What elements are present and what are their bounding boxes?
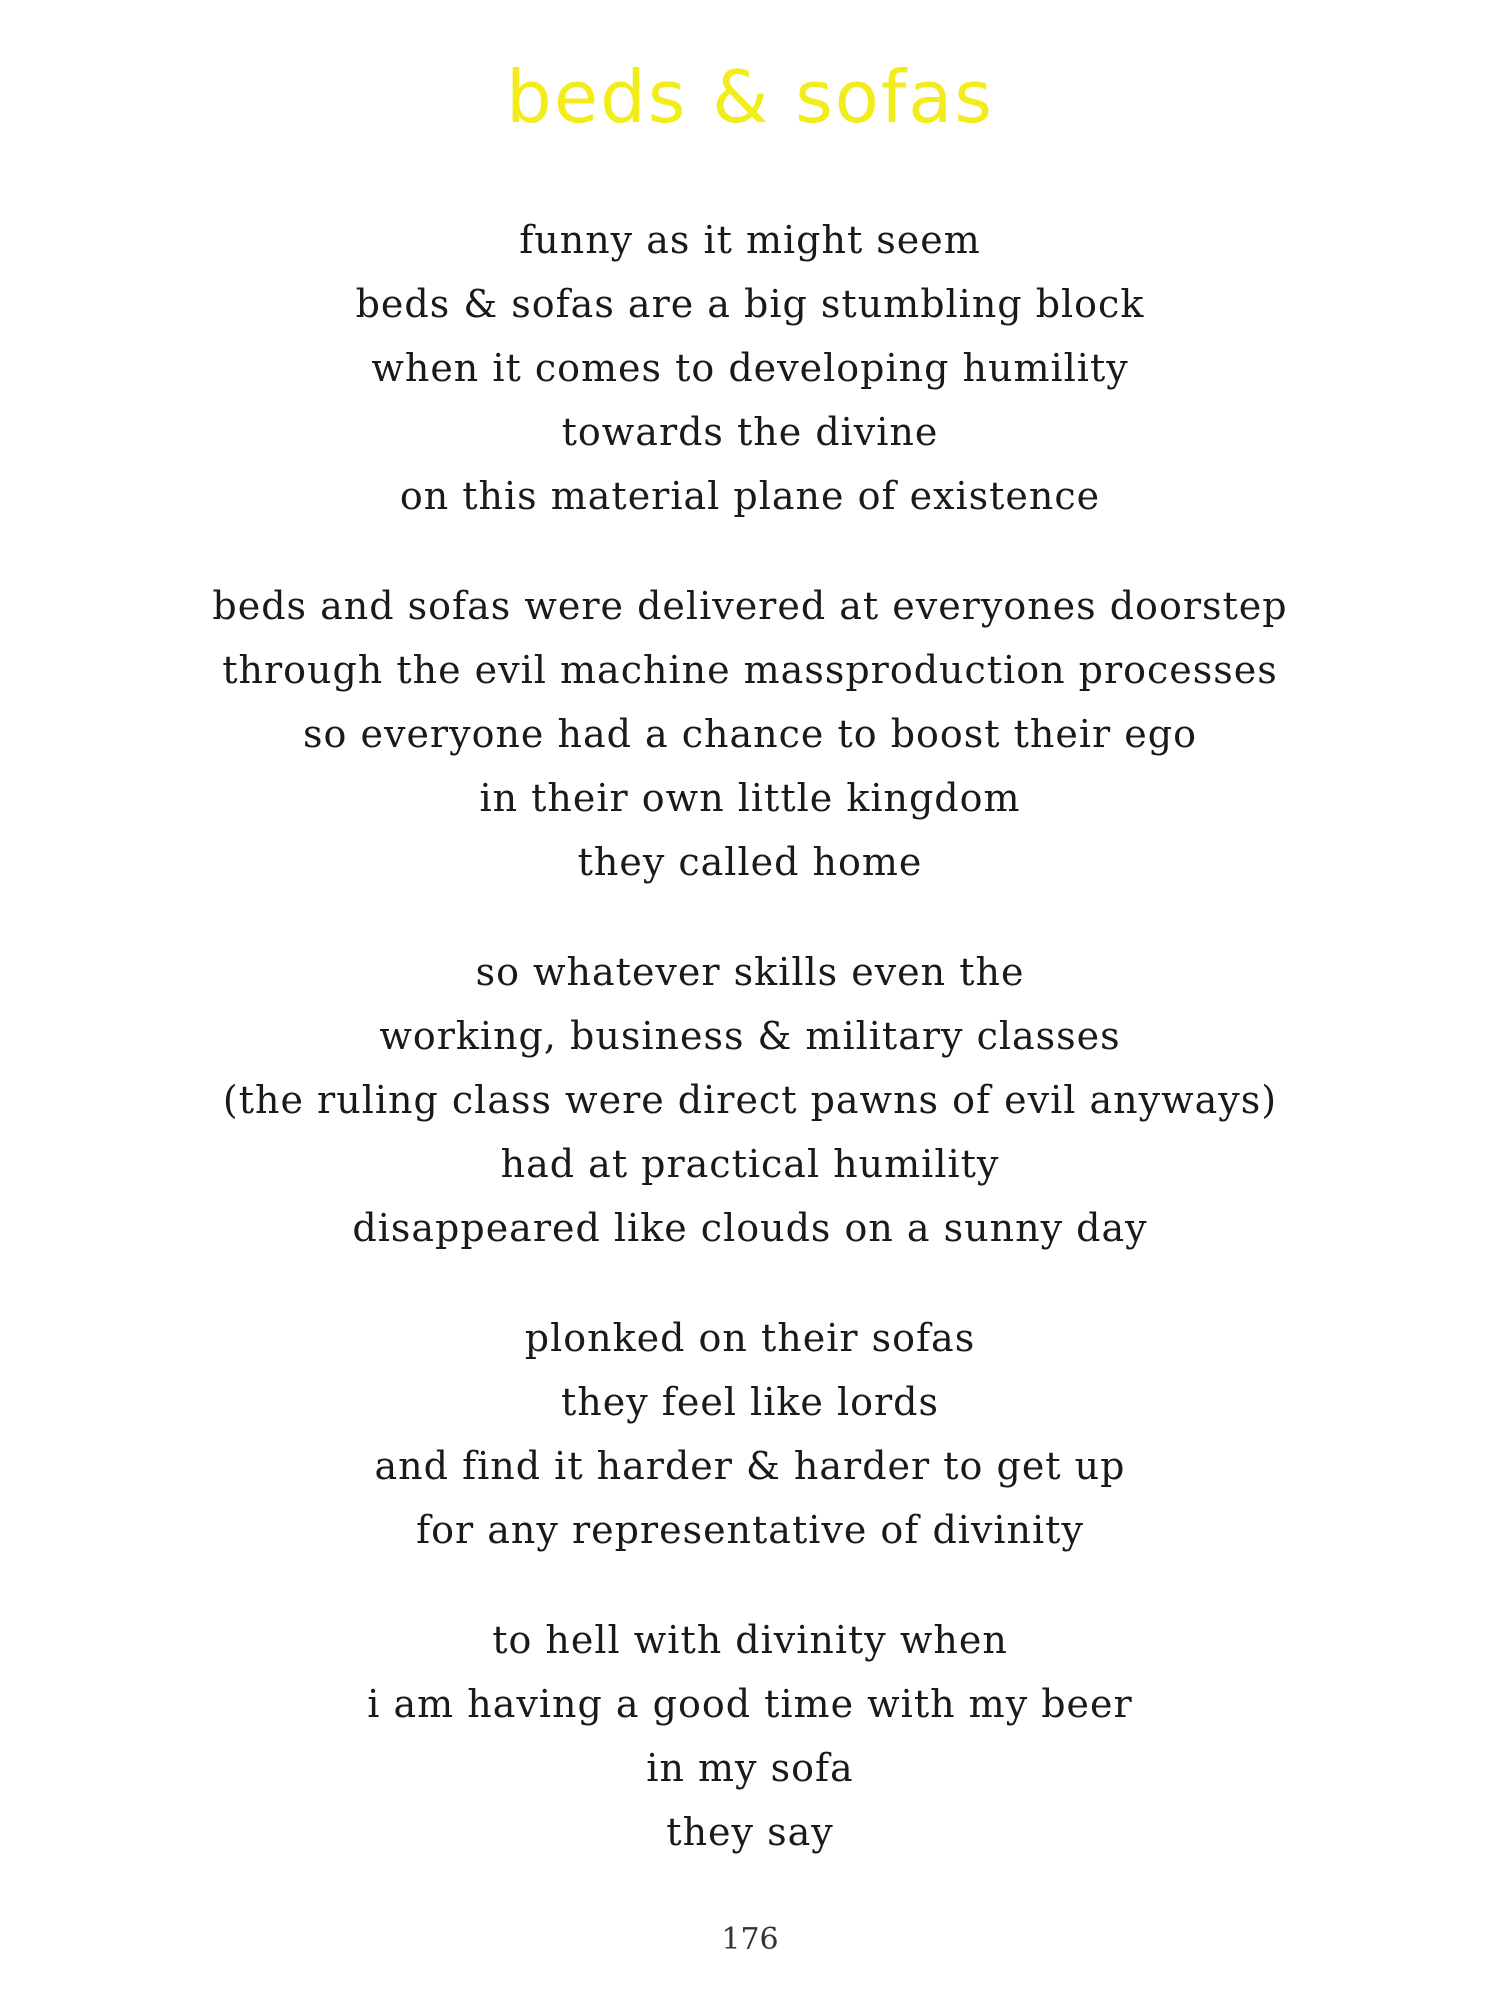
poem-title: beds & sofas <box>506 55 994 139</box>
poem-line: when it comes to developing humility <box>371 346 1129 390</box>
poem-line: they say <box>666 1810 834 1854</box>
stanza-3 <box>0 940 1500 1260</box>
poem-line: and find it harder & harder to get up <box>374 1444 1126 1488</box>
poem-line: so whatever skills even the <box>475 950 1025 994</box>
poem-line: funny as it might seem <box>519 218 981 262</box>
stanza-5 <box>0 1608 1500 1864</box>
poem-line: disappeared like clouds on a sunny day <box>352 1206 1148 1250</box>
poem-line: in my sofa <box>646 1746 854 1790</box>
poem-body <box>0 208 1500 1910</box>
stanza-1 <box>0 208 1500 528</box>
poem-line: towards the divine <box>561 410 939 454</box>
stanza-2 <box>0 574 1500 894</box>
poem-line: in their own little kingdom <box>479 776 1021 820</box>
poem-line: beds and sofas were delivered at everyones doorstep <box>212 584 1288 628</box>
poem-line: working, business & military classes <box>379 1014 1121 1058</box>
poem-line: had at practical humility <box>500 1142 1000 1186</box>
poem-line: through the evil machine massproduction processes <box>222 648 1278 692</box>
poem-line: to hell with divinity when <box>492 1618 1008 1662</box>
poem-line: beds & sofas are a big stumbling block <box>355 282 1145 326</box>
poem-line: i am having a good time with my beer <box>367 1682 1133 1726</box>
stanza-4 <box>0 1306 1500 1562</box>
poem-line: they feel like lords <box>561 1380 939 1424</box>
poem-line: (the ruling class were direct pawns of evil anyways) <box>222 1078 1278 1122</box>
poem-line: so everyone had a chance to boost their ego <box>303 712 1197 756</box>
poem-line: they called home <box>577 840 923 884</box>
page-number: 176 <box>721 1922 779 1957</box>
poem-line: on this material plane of existence <box>399 474 1101 518</box>
poem-line: plonked on their sofas <box>524 1316 976 1360</box>
poem-line: for any representative of divinity <box>416 1508 1084 1552</box>
